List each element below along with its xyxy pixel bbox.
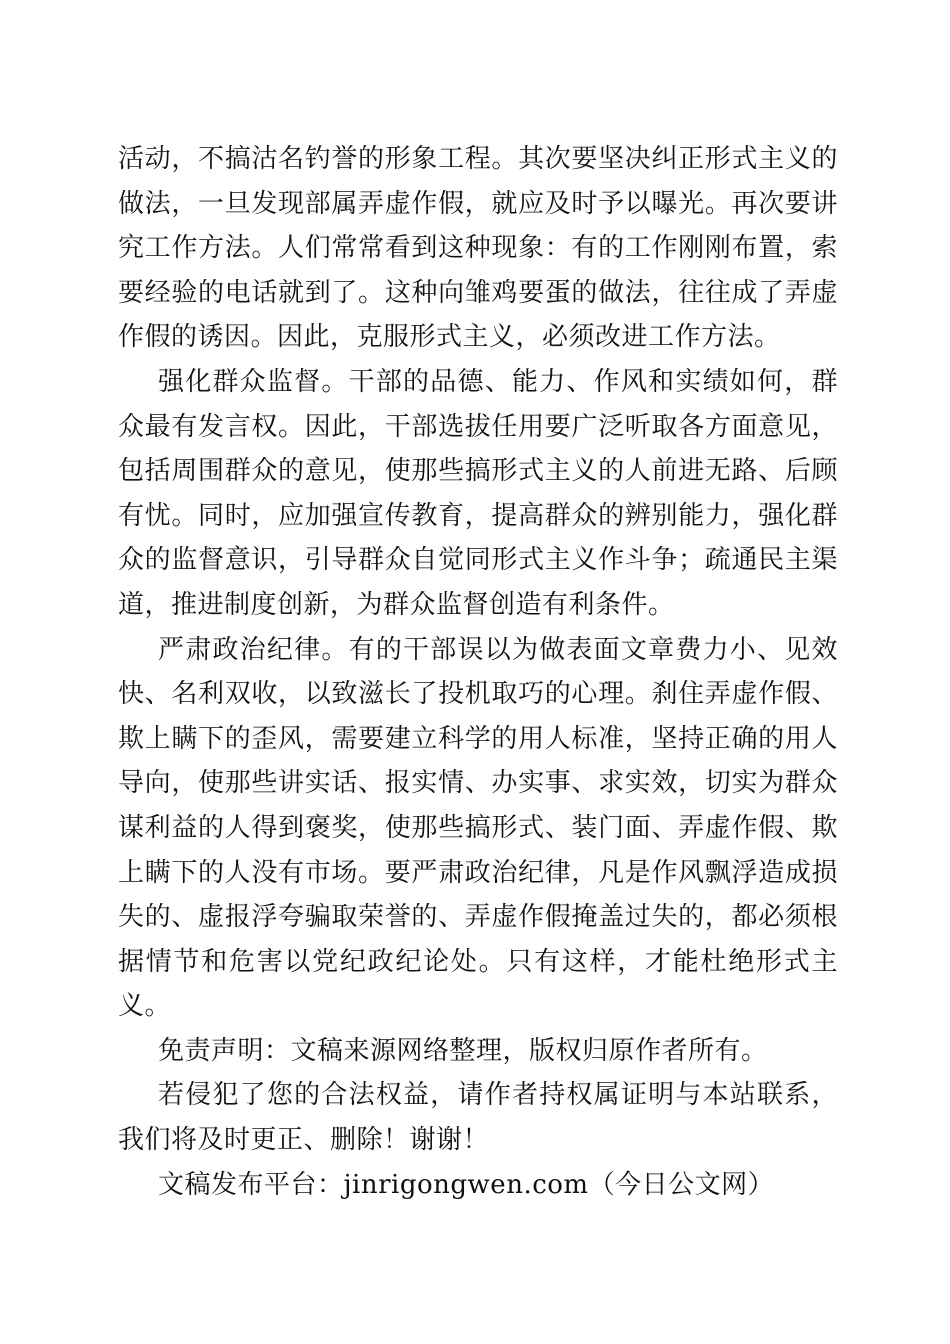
document-body <box>118 137 838 1207</box>
paragraph-infringement-notice: 若侵犯了您的合法权益，请作者持权属证明与本站联系，我们将及时更正、删除！谢谢！ <box>118 1080 838 1156</box>
paragraph-mass-supervision: 强化群众监督。干部的品德、能力、作风和实绩如何，群众最有发言权。因此，干部选拔任用要广泛听取各方面意见，包括周围群众的意见，使那些搞形式主义的人前进无路、后顾有忧。同时，应加强宣传教育，提高群众的辨别能力，强化群众的监督意识，引导群众自觉同形式主义作斗争；疏通民主渠道，推进制度创新，为群众监督创造有利条件。 <box>118 366 838 620</box>
paragraph-continuation: 活动，不搞沽名钓誉的形象工程。其次要坚决纠正形式主义的做法，一旦发现部属弄虚作假，就应及时予以曝光。再次要讲究工作方法。人们常常看到这种现象：有的工作刚刚布置，索要经验的电话就到了。这种向雏鸡要蛋的做法，往往成了弄虚作假的诱因。因此，克服形式主义，必须改进工作方法。 <box>118 144 838 353</box>
paragraph-political-discipline: 严肃政治纪律。有的干部误以为做表面文章费力小、见效快、名利双收，以致滋长了投机取巧的心理。刹住弄虚作假、欺上瞒下的歪风，需要建立科学的用人标准，坚持正确的用人导向，使那些讲实话、报实情、办实事、求实效，切实为群众谋利益的人得到褒奖，使那些搞形式、装门面、弄虚作假、欺上瞒下的人没有市场。要严肃政治纪律，凡是作风飘浮造成损失的、虚报浮夸骗取荣誉的、弄虚作假掩盖过失的，都必须根据情节和危害以党纪政纪论处。只有这样，才能杜绝形式主义。 <box>118 634 838 1022</box>
paragraph-publishing-platform: 文稿发布平台：jinrigongwen.com（今日公文网） <box>158 1169 775 1200</box>
paragraph-disclaimer: 免责声明：文稿来源网络整理，版权归原作者所有。 <box>158 1035 768 1066</box>
